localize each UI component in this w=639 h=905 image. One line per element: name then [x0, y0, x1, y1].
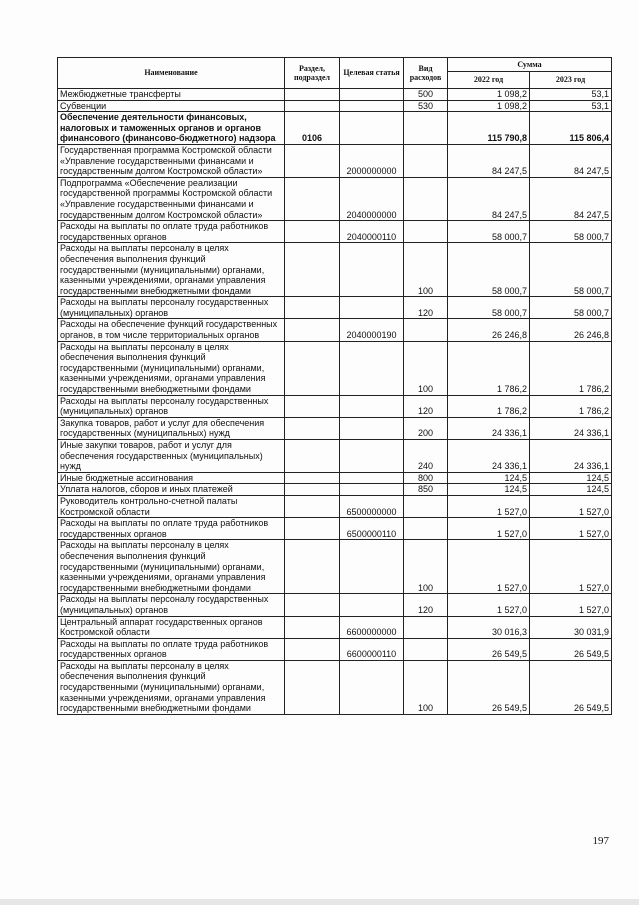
row-sum-2022: 1 527,0 [448, 594, 530, 616]
row-kind: 240 [404, 440, 448, 473]
row-target: 2040000190 [340, 319, 404, 341]
row-target [340, 341, 404, 395]
row-name: Расходы на выплаты персоналу в целях обеспечения выполнения функций государственными (муниципальными) органами, казенными учреждениями, органами управления государственными внебюджетными фондами [58, 341, 285, 395]
row-target [340, 484, 404, 496]
table-row [58, 297, 612, 319]
row-section [285, 100, 340, 112]
table-row [58, 440, 612, 473]
row-target: 6500000110 [340, 518, 404, 540]
row-target [340, 89, 404, 101]
row-kind: 800 [404, 472, 448, 484]
row-sum-2023: 1 527,0 [530, 518, 612, 540]
row-section [285, 144, 340, 177]
table-row [58, 540, 612, 594]
row-kind: 530 [404, 100, 448, 112]
row-kind [404, 319, 448, 341]
row-sum-2022: 84 247,5 [448, 177, 530, 220]
row-kind: 100 [404, 540, 448, 594]
row-section [285, 221, 340, 243]
row-sum-2022: 1 786,2 [448, 341, 530, 395]
row-name: Межбюджетные трансферты [58, 89, 285, 101]
row-sum-2022: 26 549,5 [448, 660, 530, 714]
row-target: 2000000000 [340, 144, 404, 177]
row-name: Расходы на выплаты персоналу в целях обеспечения выполнения функций государственными (муниципальными) органами, казенными учреждениями, органами управления государственными внебюджетными фондами [58, 243, 285, 297]
row-name: Расходы на выплаты персоналу государственных (муниципальных) органов [58, 594, 285, 616]
row-section [285, 319, 340, 341]
row-name: Расходы на выплаты персоналу в целях обеспечения выполнения функций государственными (муниципальными) органами, казенными учреждениями, органами управления государственными внебюджетными фондами [58, 660, 285, 714]
row-sum-2022: 26 549,5 [448, 638, 530, 660]
row-section [285, 297, 340, 319]
row-sum-2022: 1 098,2 [448, 100, 530, 112]
table-row [58, 243, 612, 297]
row-target [340, 243, 404, 297]
row-sum-2023: 30 031,9 [530, 616, 612, 638]
row-target [340, 417, 404, 439]
row-sum-2023: 26 549,5 [530, 638, 612, 660]
table-row [58, 319, 612, 341]
row-name: Расходы на выплаты по оплате труда работников государственных органов [58, 638, 285, 660]
header-section: Раздел, подраздел [285, 58, 340, 89]
row-sum-2023: 58 000,7 [530, 297, 612, 319]
row-sum-2022: 26 246,8 [448, 319, 530, 341]
table-row [58, 660, 612, 714]
row-target: 2040000110 [340, 221, 404, 243]
row-section [285, 638, 340, 660]
row-target [340, 540, 404, 594]
row-sum-2022: 30 016,3 [448, 616, 530, 638]
row-kind [404, 112, 448, 145]
row-kind [404, 221, 448, 243]
table-row [58, 100, 612, 112]
row-sum-2022: 24 336,1 [448, 417, 530, 439]
row-target: 6500000000 [340, 495, 404, 517]
table-row [58, 472, 612, 484]
row-sum-2023: 124,5 [530, 472, 612, 484]
row-name: Расходы на выплаты персоналу в целях обеспечения выполнения функций государственными (муниципальными) органами, казенными учреждениями, органами управления государственными внебюджетными фондами [58, 540, 285, 594]
row-sum-2022: 58 000,7 [448, 297, 530, 319]
row-name: Уплата налогов, сборов и иных платежей [58, 484, 285, 496]
table-row [58, 638, 612, 660]
row-name: Иные закупки товаров, работ и услуг для обеспечения государственных (муниципальных) нужд [58, 440, 285, 473]
row-section [285, 341, 340, 395]
row-section [285, 89, 340, 101]
header-year-2022: 2022 год [448, 72, 530, 89]
row-sum-2023: 53,1 [530, 100, 612, 112]
row-name: Расходы на выплаты по оплате труда работников государственных органов [58, 221, 285, 243]
table-row [58, 495, 612, 517]
table-row [58, 144, 612, 177]
row-name: Расходы на выплаты персоналу государственных (муниципальных) органов [58, 297, 285, 319]
row-sum-2023: 1 527,0 [530, 594, 612, 616]
row-section: 0106 [285, 112, 340, 145]
row-sum-2023: 115 806,4 [530, 112, 612, 145]
row-sum-2022: 1 786,2 [448, 395, 530, 417]
row-name: Закупка товаров, работ и услуг для обеспечения государственных (муниципальных) нужд [58, 417, 285, 439]
row-name: Центральный аппарат государственных органов Костромской области [58, 616, 285, 638]
row-sum-2023: 24 336,1 [530, 417, 612, 439]
row-kind [404, 177, 448, 220]
row-target [340, 472, 404, 484]
header-kind: Вид расходов [404, 58, 448, 89]
header-target: Целевая статья [340, 58, 404, 89]
row-kind [404, 495, 448, 517]
row-sum-2023: 84 247,5 [530, 177, 612, 220]
row-section [285, 540, 340, 594]
row-section [285, 472, 340, 484]
row-name: Подпрограмма «Обеспечение реализации государственной программы Костромской области «Управление государственными финансами и государственным долгом Костромской области» [58, 177, 285, 220]
row-kind [404, 638, 448, 660]
row-target: 6600000110 [340, 638, 404, 660]
row-sum-2023: 26 246,8 [530, 319, 612, 341]
row-sum-2023: 1 527,0 [530, 540, 612, 594]
row-kind [404, 616, 448, 638]
row-name: Расходы на обеспечение функций государственных органов, в том числе территориальных органов [58, 319, 285, 341]
row-target: 6600000000 [340, 616, 404, 638]
row-kind: 100 [404, 341, 448, 395]
row-sum-2023: 124,5 [530, 484, 612, 496]
row-kind: 100 [404, 660, 448, 714]
header-sum: Сумма [448, 58, 612, 72]
row-name: Расходы на выплаты персоналу государственных (муниципальных) органов [58, 395, 285, 417]
row-name: Государственная программа Костромской области «Управление государственными финансами и государственным долгом Костромской области» [58, 144, 285, 177]
row-sum-2023: 84 247,5 [530, 144, 612, 177]
row-kind: 120 [404, 297, 448, 319]
row-target [340, 112, 404, 145]
row-section [285, 395, 340, 417]
table-body [58, 89, 612, 715]
scan-edge [0, 899, 639, 905]
row-kind: 120 [404, 594, 448, 616]
row-sum-2022: 1 527,0 [448, 540, 530, 594]
header-year-2023: 2023 год [530, 72, 612, 89]
row-kind: 500 [404, 89, 448, 101]
row-sum-2023: 26 549,5 [530, 660, 612, 714]
table-row [58, 616, 612, 638]
row-target: 2040000000 [340, 177, 404, 220]
row-section [285, 177, 340, 220]
row-kind: 850 [404, 484, 448, 496]
row-target [340, 395, 404, 417]
row-section [285, 243, 340, 297]
row-sum-2022: 58 000,7 [448, 243, 530, 297]
table-row [58, 395, 612, 417]
row-sum-2022: 24 336,1 [448, 440, 530, 473]
row-section [285, 495, 340, 517]
row-name: Иные бюджетные ассигнования [58, 472, 285, 484]
row-sum-2023: 53,1 [530, 89, 612, 101]
table-row [58, 341, 612, 395]
row-section [285, 594, 340, 616]
row-target [340, 594, 404, 616]
table-row [58, 484, 612, 496]
row-section [285, 660, 340, 714]
row-name: Расходы на выплаты по оплате труда работников государственных органов [58, 518, 285, 540]
row-kind [404, 518, 448, 540]
row-sum-2023: 1 786,2 [530, 341, 612, 395]
row-sum-2022: 84 247,5 [448, 144, 530, 177]
row-sum-2022: 124,5 [448, 484, 530, 496]
table-row [58, 594, 612, 616]
row-section [285, 484, 340, 496]
row-section [285, 518, 340, 540]
table-row [58, 221, 612, 243]
row-target [340, 440, 404, 473]
row-target [340, 100, 404, 112]
row-sum-2022: 58 000,7 [448, 221, 530, 243]
table-row [58, 89, 612, 101]
row-kind [404, 144, 448, 177]
table-row [58, 417, 612, 439]
row-target [340, 660, 404, 714]
row-sum-2022: 1 527,0 [448, 518, 530, 540]
row-name: Обеспечение деятельности финансовых, налоговых и таможенных органов и органов финансового (финансово-бюджетного) надзора [58, 112, 285, 145]
row-sum-2023: 24 336,1 [530, 440, 612, 473]
row-kind: 100 [404, 243, 448, 297]
row-sum-2023: 1 786,2 [530, 395, 612, 417]
table-row [58, 518, 612, 540]
row-section [285, 440, 340, 473]
row-sum-2023: 58 000,7 [530, 221, 612, 243]
row-target [340, 297, 404, 319]
row-section [285, 616, 340, 638]
budget-table [57, 57, 612, 715]
row-kind: 120 [404, 395, 448, 417]
table-header [58, 58, 612, 89]
row-sum-2022: 115 790,8 [448, 112, 530, 145]
row-sum-2022: 124,5 [448, 472, 530, 484]
row-sum-2023: 58 000,7 [530, 243, 612, 297]
page-number: 197 [592, 835, 609, 847]
row-name: Субвенции [58, 100, 285, 112]
row-sum-2022: 1 527,0 [448, 495, 530, 517]
table-row [58, 177, 612, 220]
row-section [285, 417, 340, 439]
row-name: Руководитель контрольно-счетной палаты Костромской области [58, 495, 285, 517]
table-row [58, 112, 612, 145]
row-kind: 200 [404, 417, 448, 439]
row-sum-2023: 1 527,0 [530, 495, 612, 517]
header-name: Наименование [58, 58, 285, 89]
row-sum-2022: 1 098,2 [448, 89, 530, 101]
